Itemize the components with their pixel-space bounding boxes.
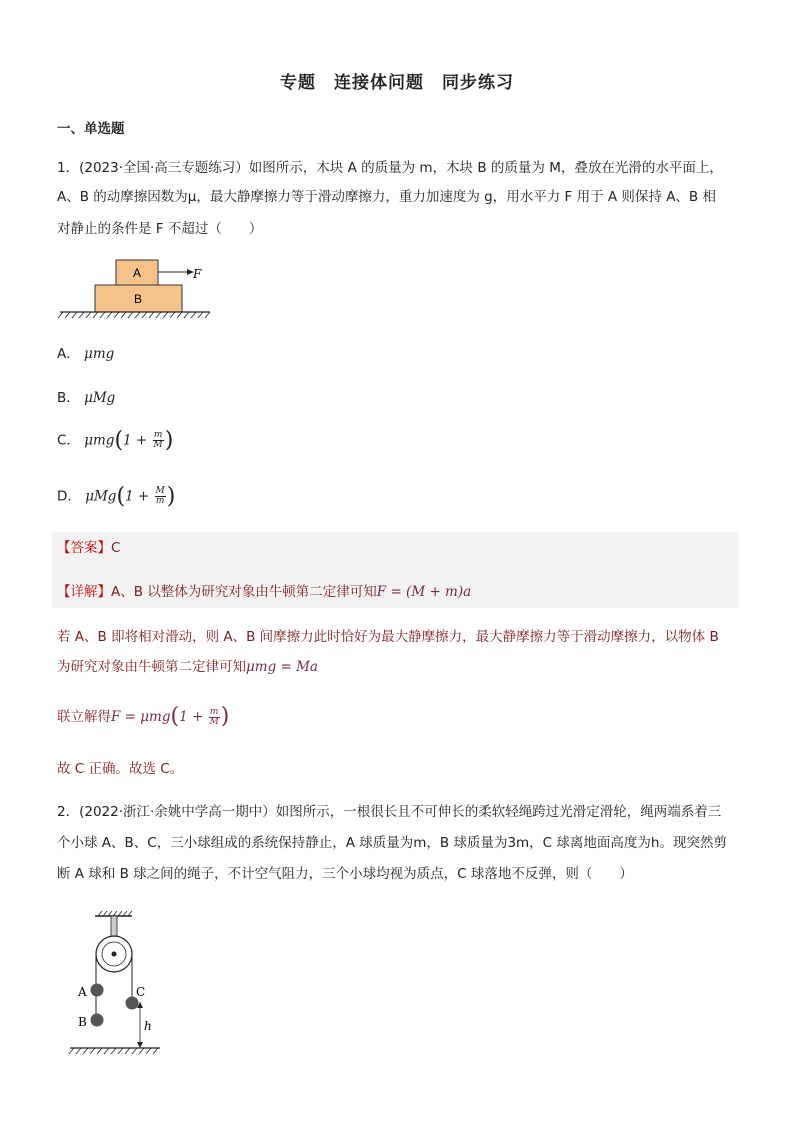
q2-line-1: 2．(2022·浙江·余姚中学高一期中）如图所示，一根很长且不可伸长的柔软轻绳跨过光滑定滑轮，绳两端系着三 <box>57 804 722 820</box>
option-c-num: m <box>153 430 163 440</box>
option-d-den: m <box>155 496 165 506</box>
option-c: C． μmg(1 + $\frac{m}{M}$ ) <box>57 428 174 453</box>
q2-line-2: 个小球 A、B、C，三小球组成的系统保持静止，A 球质量为m，B 球质量为3m，C 球离地面高度为h。现突然剪 <box>57 835 727 851</box>
option-a <box>57 342 114 362</box>
ball-c-label: C <box>136 985 146 999</box>
detail-formula: F = (M + m)a <box>376 584 472 600</box>
option-d-num: M <box>155 486 165 496</box>
height-arrow-bottom <box>137 1042 143 1048</box>
q1-line-2: A、B 的动摩擦因数为μ，最大静摩擦力等于滑动摩擦力，重力加速度为 g，用水平力 F 用于 A 则保持 A、B 相 <box>57 189 716 205</box>
ball-b-label: B <box>78 1015 87 1029</box>
ground-hatch-2 <box>69 1048 158 1054</box>
option-b-expr: μMg <box>84 390 116 406</box>
answer-tag: 【答案】 <box>57 540 111 556</box>
page-title: 专题 连接体问题 同步练习 <box>280 73 514 93</box>
ball-a-label: A <box>78 985 87 999</box>
height-label: h <box>144 1019 152 1033</box>
explanation-3-num: m <box>209 706 219 717</box>
answer-value: C <box>111 540 121 556</box>
q2-figure <box>60 910 180 1060</box>
q1-figure <box>55 255 215 325</box>
ground-hatch <box>58 312 210 318</box>
force-label: F <box>193 267 202 281</box>
ball-a <box>91 984 104 997</box>
option-d-expr: μMg <box>85 488 117 505</box>
explanation-3-den: M <box>209 716 219 727</box>
section-heading: 一、单选题 <box>57 121 125 137</box>
explanation-line-2 <box>57 657 318 677</box>
explanation-2-formula: μmg = Ma <box>246 659 318 675</box>
q1-line-3: 对静止的条件是 F 不超过（ ） <box>57 221 263 237</box>
detail-text: A、B 以整体为研究对象由牛顿第二定律可知 <box>111 584 377 600</box>
option-c-den: M <box>153 440 163 450</box>
explanation-line-4: 故 C 正确。故选 C。 <box>57 761 184 777</box>
answer-line <box>57 538 120 558</box>
explanation-3-formula: F = μmg <box>111 709 171 725</box>
ball-b <box>91 1014 104 1027</box>
explanation-2-text: 为研究对象由牛顿第二定律可知 <box>57 659 246 675</box>
option-d-label: D． <box>57 488 81 505</box>
option-b <box>57 386 115 406</box>
option-a-expr: μmg <box>84 346 115 362</box>
block-a-label: A <box>132 266 142 280</box>
option-c-label: C． <box>57 432 80 449</box>
pulley-axle <box>112 952 117 957</box>
q1-line-1: 1．(2023·全国·高三专题练习）如图所示，木块 A 的质量为 m，木块 B 的质量为 M，叠放在光滑的水平面上， <box>57 160 723 176</box>
explanation-line-1: 若 A、B 即将相对滑动，则 A、B 间摩擦力此时恰好为最大静摩擦力，最大静摩擦力等于滑动摩擦力，以物体 B <box>57 629 719 645</box>
option-d: D． μMg(1 + $\frac{M}{m}$ ) <box>57 484 176 509</box>
option-b-label: B． <box>57 390 80 406</box>
q2-line-3: 断 A 球和 B 球之间的绳子，不计空气阻力，三个小球均视为质点，C 球落地不反弹，则（ ） <box>57 866 633 882</box>
explanation-3-text: 联立解得 <box>57 709 111 725</box>
block-b-label: B <box>133 292 143 306</box>
option-a-label: A． <box>57 346 80 362</box>
detail-line <box>57 582 471 602</box>
detail-tag: 【详解】 <box>57 584 111 600</box>
option-c-expr: μmg <box>84 432 115 449</box>
explanation-line-3: 联立解得F = μmg(1 + $\frac{m}{M}$ ) <box>57 704 230 729</box>
